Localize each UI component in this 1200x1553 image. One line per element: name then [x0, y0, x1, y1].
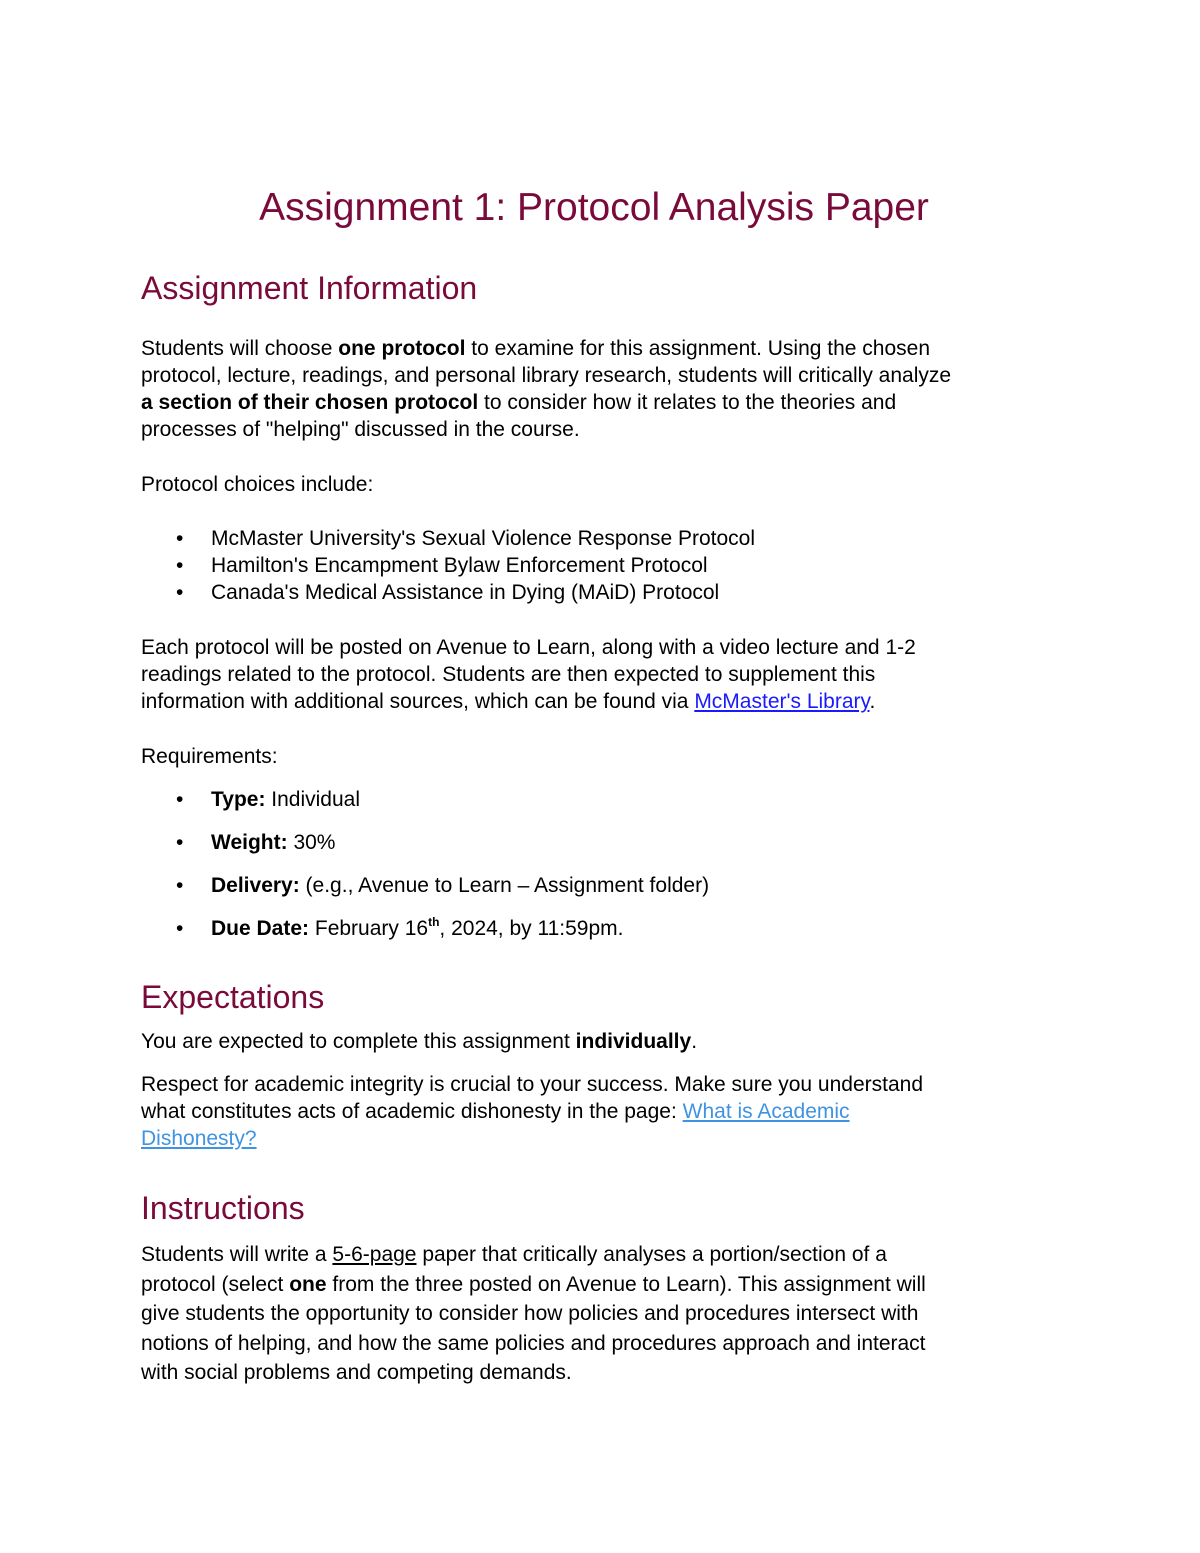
bullet-icon: •: [176, 581, 184, 604]
text-run: with social problems and competing demands.: [141, 1361, 572, 1384]
requirement-label: Due Date:: [211, 917, 310, 940]
instructions-paragraph: [141, 1240, 926, 1388]
expectations-paragraph-2: [141, 1071, 923, 1152]
choice-label: Canada's Medical Assistance in Dying (MAiD) Protocol: [211, 581, 720, 604]
text-run: to consider how it relates to the theories and: [478, 391, 897, 414]
text-run: what constitutes acts of academic dishonesty in the page:: [141, 1100, 683, 1123]
info-paragraph: [141, 335, 951, 443]
text-run: readings related to the protocol. Students are then expected to supplement this: [141, 663, 876, 686]
text-run: Students will write a: [141, 1243, 333, 1266]
text-run: to examine for this assignment. Using the chosen: [465, 337, 931, 360]
text-run: notions of helping, and how the same policies and procedures approach and interact: [141, 1331, 926, 1355]
mcmaster-library-link[interactable]: McMaster's Library: [694, 690, 870, 713]
list-item: [141, 579, 755, 606]
section-heading-assignment-information: Assignment Information: [141, 270, 478, 306]
choice-label: McMaster University's Sexual Violence Response Protocol: [211, 527, 756, 550]
section-heading-instructions: Instructions: [141, 1190, 305, 1226]
text-run: processes of "helping" discussed in the course.: [141, 418, 580, 441]
academic-dishonesty-link[interactable]: What is Academic: [682, 1100, 850, 1123]
text-run: protocol (select: [141, 1272, 290, 1296]
list-item: [141, 525, 755, 552]
requirements-intro: Requirements:: [141, 745, 278, 768]
choice-label: Hamilton's Encampment Bylaw Enforcement Protocol: [211, 554, 708, 577]
text-run: Each protocol will be posted on Avenue to Learn, along with a video lecture and 1-2: [141, 636, 916, 659]
text-run: paper that critically analyses a portion/section of a: [416, 1243, 887, 1266]
text-run: You are expected to complete this assignment: [141, 1030, 576, 1053]
bullet-icon: •: [176, 527, 184, 550]
posting-paragraph: [141, 634, 916, 715]
text-run: Respect for academic integrity is crucial to your success. Make sure you understand: [141, 1073, 924, 1096]
text-run: Students will choose: [141, 337, 339, 360]
underlined-run: 5-6-page: [332, 1243, 417, 1266]
list-item: [141, 915, 709, 942]
text-run: give students the opportunity to consider how policies and procedures intersect with: [141, 1302, 919, 1325]
bold-run: individually: [575, 1030, 692, 1053]
bullet-icon: •: [176, 917, 184, 940]
requirement-value: Individual: [265, 788, 361, 811]
text-run: .: [691, 1030, 698, 1053]
list-item: [141, 829, 709, 856]
requirements-list: [141, 786, 709, 958]
page-title: Assignment 1: Protocol Analysis Paper: [259, 186, 929, 229]
bullet-icon: •: [176, 788, 184, 811]
requirement-value: (e.g., Avenue to Learn – Assignment folder): [299, 874, 710, 897]
expectations-paragraph-1: [141, 1028, 697, 1055]
choices-intro: Protocol choices include:: [141, 473, 374, 496]
requirement-label: Delivery:: [211, 874, 300, 897]
bullet-icon: •: [176, 554, 184, 577]
text-run: .: [869, 690, 876, 713]
text-run: from the three posted on Avenue to Learn). This assignment will: [326, 1272, 926, 1296]
ordinal-suffix: th: [428, 915, 440, 929]
bold-run: a section of their chosen protocol: [141, 391, 479, 414]
list-item: [141, 786, 709, 813]
requirement-value: 30%: [287, 831, 336, 854]
bold-run: one protocol: [338, 337, 466, 360]
requirement-value: , 2024, by 11:59pm.: [439, 917, 624, 940]
academic-dishonesty-link-continued[interactable]: Dishonesty?: [141, 1127, 257, 1150]
bold-run: one: [289, 1272, 327, 1296]
bullet-icon: •: [176, 874, 184, 897]
bullet-icon: •: [176, 831, 184, 854]
requirement-value: February 16: [309, 917, 429, 940]
requirement-label: Type:: [211, 788, 266, 811]
text-run: information with additional sources, which can be found via: [141, 690, 695, 713]
requirement-label: Weight:: [211, 831, 288, 854]
list-item: [141, 872, 709, 899]
list-item: [141, 552, 755, 579]
section-heading-expectations: Expectations: [141, 979, 325, 1015]
protocol-choices-list: [141, 525, 755, 606]
text-run: protocol, lecture, readings, and personal library research, students will critically analyze: [141, 364, 952, 387]
